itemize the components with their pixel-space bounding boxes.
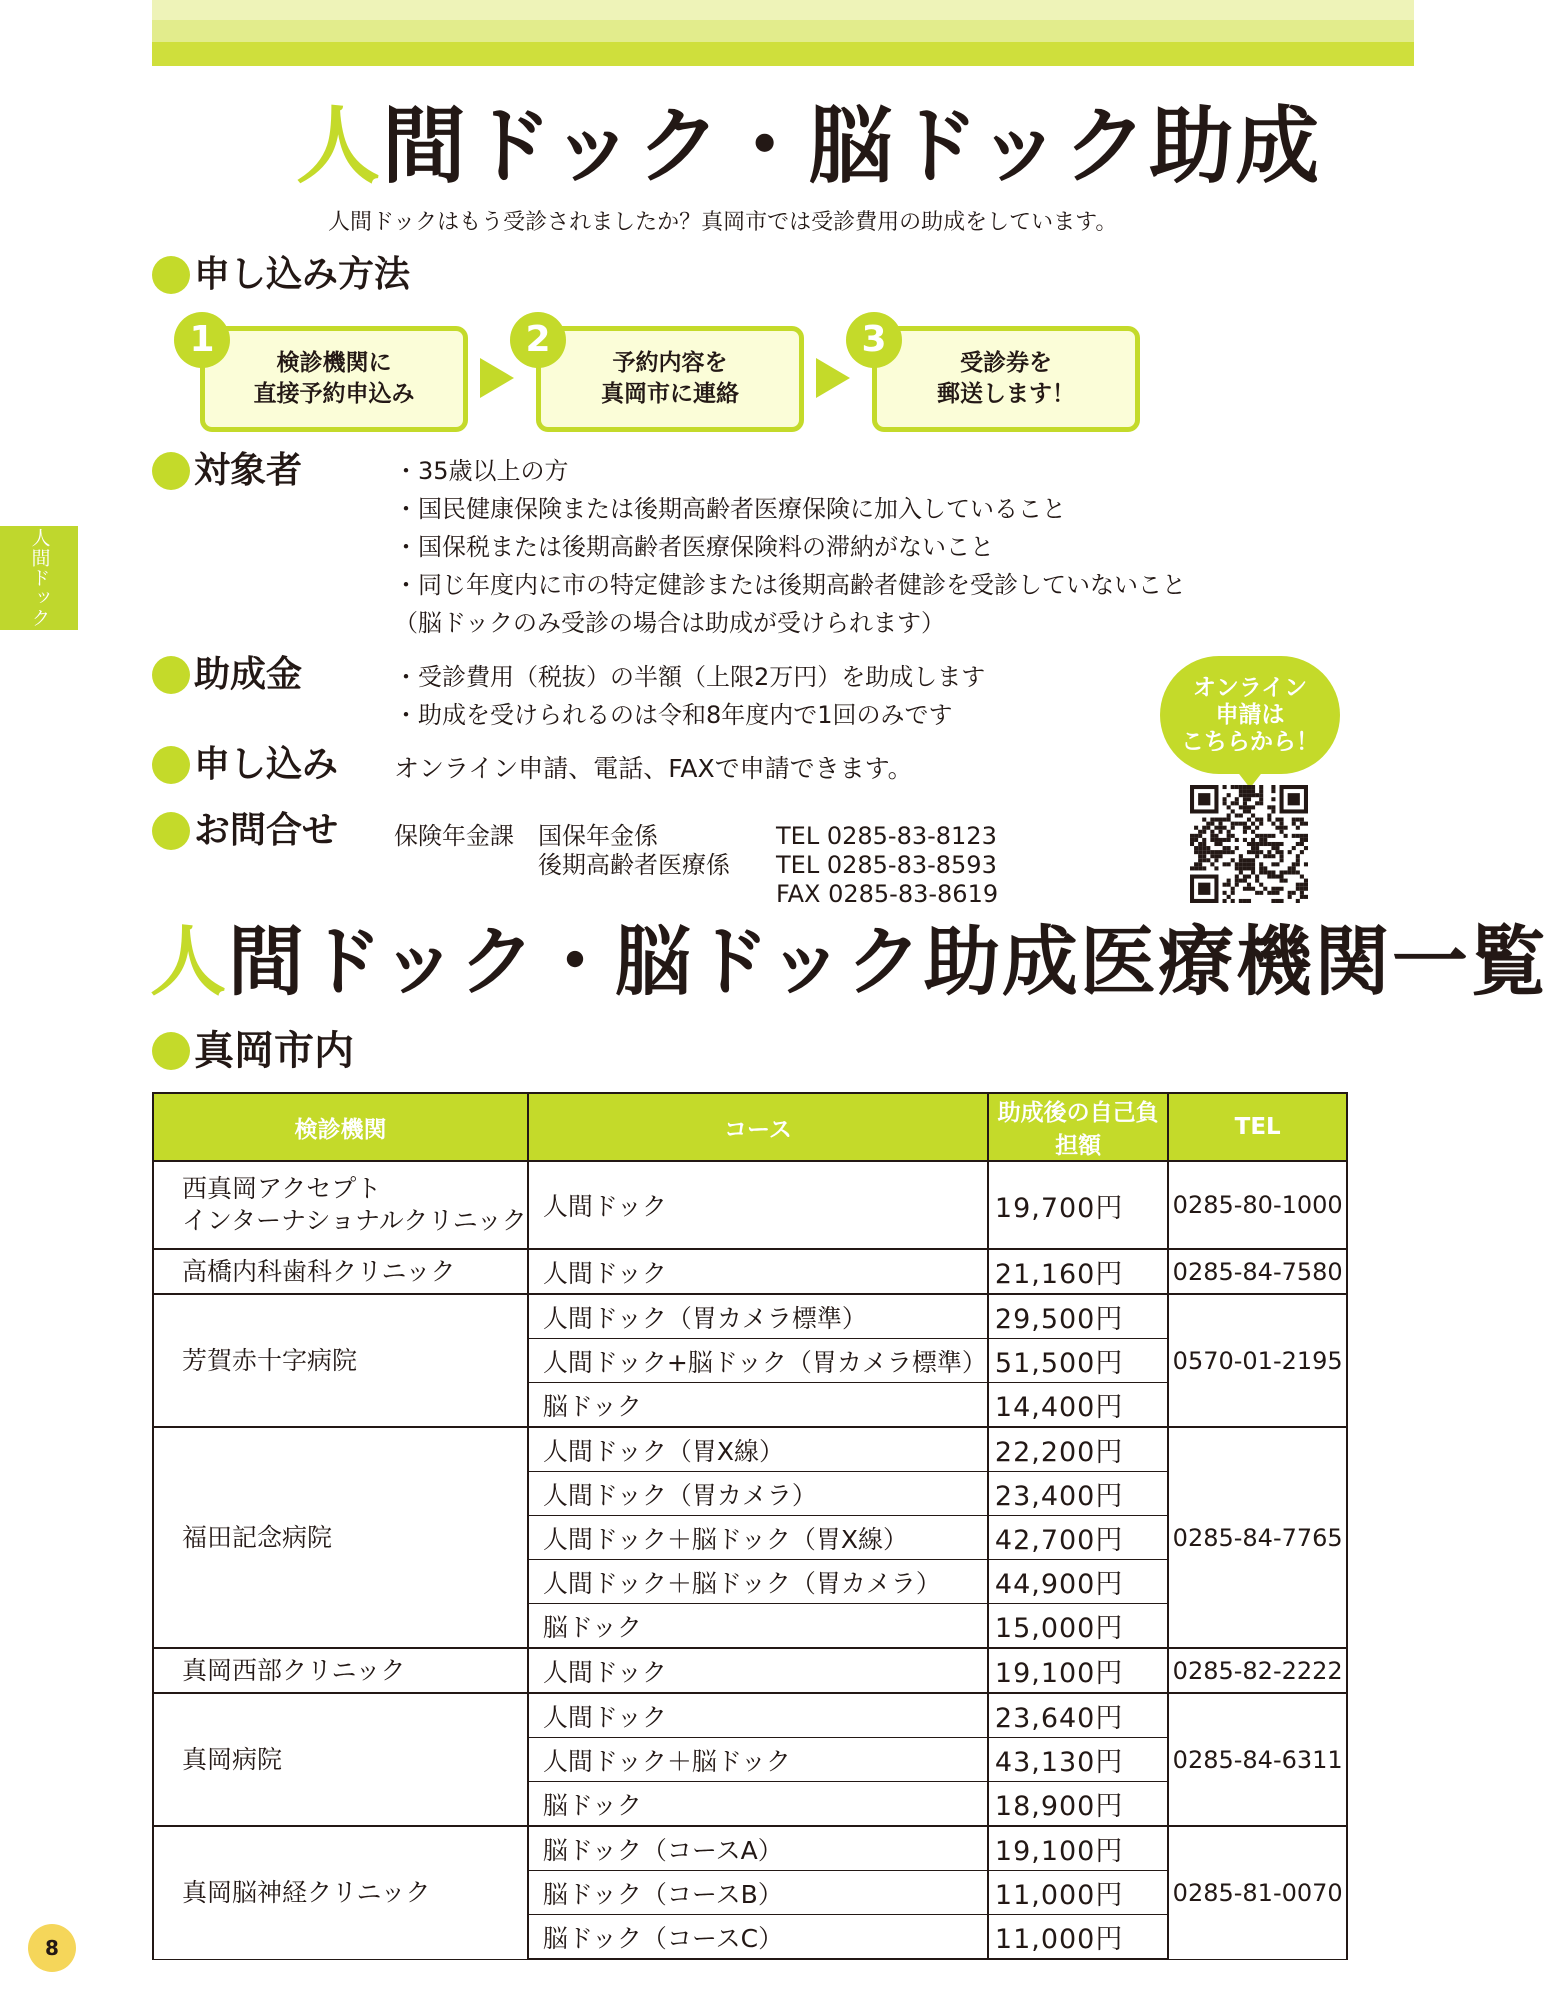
price-cell: 19,100円	[988, 1648, 1169, 1693]
table-row	[153, 1161, 1347, 1249]
title-rest: 間ドック・脳ドック助成医療機関一覧	[228, 917, 1548, 1006]
top-color-band	[152, 0, 1414, 66]
section-inquiry	[152, 808, 338, 854]
list-item: （脳ドックのみ受診の場合は助成が受けられます）	[394, 609, 946, 637]
institution-name: インターナショナルクリニック	[182, 1206, 527, 1235]
tel-cell[interactable]: 0285-84-6311	[1168, 1693, 1347, 1826]
section-bullet-icon	[152, 746, 190, 784]
price-cell: 44,900円	[988, 1560, 1169, 1604]
tel-cell[interactable]: 0285-80-1000	[1168, 1161, 1347, 1249]
course-cell: 人間ドック	[528, 1693, 988, 1738]
section-subsidy	[152, 652, 302, 698]
page-number: 8	[28, 1924, 76, 1972]
column-header: 助成後の自己負担額	[988, 1093, 1169, 1161]
price-cell: 23,400円	[988, 1472, 1169, 1516]
section-heading: 申し込み方法	[194, 254, 411, 295]
institution-name: 福田記念病院	[182, 1522, 333, 1552]
section-heading: 対象者	[194, 450, 303, 491]
title-accent-char: 人	[150, 917, 228, 1006]
institution-name: 西真岡アクセプト	[182, 1174, 382, 1203]
bubble-text: こちらから！	[1181, 728, 1319, 755]
price-cell: 22,200円	[988, 1427, 1169, 1472]
course-cell: 人間ドック＋脳ドック（胃X線）	[528, 1516, 988, 1560]
section-target	[152, 448, 302, 494]
step-number-badge: 1	[174, 312, 230, 368]
price-cell: 15,000円	[988, 1604, 1169, 1649]
section-apply	[152, 742, 338, 788]
table-row	[153, 1648, 1347, 1693]
step-2-box	[536, 326, 804, 432]
bubble-text: オンライン	[1192, 674, 1308, 701]
column-header: コース	[528, 1093, 988, 1161]
institution-cell	[153, 1648, 528, 1693]
step-text: 受診券を	[960, 350, 1052, 376]
section-heading: お問合せ	[194, 810, 339, 851]
step-1-box	[200, 326, 468, 432]
section-bullet-icon	[152, 1032, 190, 1070]
target-list	[394, 452, 1186, 642]
course-cell: 脳ドック	[528, 1383, 988, 1428]
section-heading: 申し込み	[194, 744, 339, 785]
price-cell: 19,700円	[988, 1161, 1169, 1249]
section-bullet-icon	[152, 452, 190, 490]
section-apply-method	[152, 252, 410, 298]
price-cell: 18,900円	[988, 1782, 1169, 1827]
course-cell: 人間ドック（胃X線）	[528, 1427, 988, 1472]
section-bullet-icon	[152, 256, 190, 294]
list-item: ・助成を受けられるのは令和8年度内で1回のみです	[394, 701, 953, 729]
price-cell: 21,160円	[988, 1249, 1169, 1294]
title-rest: 間ドック・脳ドック助成	[382, 97, 1322, 195]
course-cell: 脳ドック	[528, 1782, 988, 1827]
price-cell: 42,700円	[988, 1516, 1169, 1560]
course-cell: 人間ドック+脳ドック（胃カメラ標準）	[528, 1339, 988, 1383]
price-cell: 19,100円	[988, 1826, 1169, 1871]
section-heading: 助成金	[194, 654, 303, 695]
subsidy-list	[394, 658, 985, 734]
table-body	[153, 1161, 1347, 1959]
list-item: ・35歳以上の方	[394, 457, 569, 485]
page-title	[296, 92, 1321, 200]
table-row	[153, 1427, 1347, 1472]
price-cell: 11,000円	[988, 1915, 1169, 1960]
inquiry-dept: 保険年金課	[394, 822, 514, 850]
step-text: 郵送します！	[937, 381, 1075, 407]
list-item: ・受診費用（税抜）の半額（上限2万円）を助成します	[394, 663, 986, 691]
price-cell: 43,130円	[988, 1738, 1169, 1782]
step-text: 予約内容を	[612, 350, 728, 376]
arrow-right-icon	[816, 358, 850, 398]
list-item: ・国保税または後期高齢者医療保険料の滞納がないこと	[394, 533, 994, 561]
inquiry-section: 後期高齢者医療係	[538, 851, 730, 879]
institution-name: 真岡西部クリニック	[182, 1655, 406, 1685]
course-cell: 脳ドック（コースB）	[528, 1871, 988, 1915]
step-number-badge: 2	[510, 312, 566, 368]
institution-name: 真岡病院	[182, 1744, 283, 1774]
inquiry-tel[interactable]: TEL 0285-83-8123	[776, 822, 997, 850]
course-cell: 人間ドック＋脳ドック（胃カメラ）	[528, 1560, 988, 1604]
tel-cell[interactable]: 0285-81-0070	[1168, 1826, 1347, 1959]
table-row	[153, 1294, 1347, 1339]
list-item: ・国民健康保険または後期高齢者医療保険に加入していること	[394, 495, 1066, 523]
tel-cell[interactable]: 0285-84-7580	[1168, 1249, 1347, 1294]
intro-text: 人間ドックはもう受診されましたか？真岡市では受診費用の助成をしています。	[328, 210, 1118, 235]
inquiry-section: 国保年金係	[538, 822, 658, 850]
tel-cell[interactable]: 0285-84-7765	[1168, 1427, 1347, 1648]
tel-cell[interactable]: 0285-82-2222	[1168, 1648, 1347, 1693]
course-cell: 脳ドック（コースC）	[528, 1915, 988, 1960]
column-header: TEL	[1168, 1093, 1347, 1161]
table-header-row	[153, 1093, 1347, 1161]
table-row	[153, 1249, 1347, 1294]
institution-cell	[153, 1294, 528, 1427]
price-cell: 29,500円	[988, 1294, 1169, 1339]
inquiry-fax: FAX 0285-83-8619	[776, 880, 999, 908]
price-cell: 14,400円	[988, 1383, 1169, 1428]
arrow-right-icon	[480, 358, 514, 398]
online-apply-bubble	[1160, 656, 1340, 774]
tel-cell[interactable]: 0570-01-2195	[1168, 1294, 1347, 1427]
course-cell: 人間ドック	[528, 1249, 988, 1294]
institution-name: 芳賀赤十字病院	[182, 1345, 358, 1375]
institution-name: 真岡脳神経クリニック	[182, 1877, 431, 1907]
price-cell: 51,500円	[988, 1339, 1169, 1383]
course-cell: 人間ドック（胃カメラ）	[528, 1472, 988, 1516]
course-cell: 人間ドック（胃カメラ標準）	[528, 1294, 988, 1339]
title-accent-char: 人	[296, 97, 383, 195]
side-index-tab: 人間ドック	[0, 526, 78, 630]
inquiry-tel[interactable]: TEL 0285-83-8593	[776, 851, 997, 879]
institution-cell	[153, 1427, 528, 1648]
course-cell: 脳ドック（コースA）	[528, 1826, 988, 1871]
price-cell: 23,640円	[988, 1693, 1169, 1738]
course-cell: 脳ドック	[528, 1604, 988, 1649]
subsection-moka	[152, 1028, 354, 1074]
course-cell: 人間ドック	[528, 1648, 988, 1693]
institution-cell	[153, 1693, 528, 1826]
section-bullet-icon	[152, 812, 190, 850]
apply-text: オンライン申請、電話、FAXで申請できます。	[394, 754, 913, 783]
list-item: ・同じ年度内に市の特定健診または後期高齢者健診を受診していないこと	[394, 571, 1186, 599]
table-row	[153, 1826, 1347, 1871]
qr-code-icon[interactable]	[1190, 785, 1308, 903]
step-text: 真岡市に連絡	[601, 381, 739, 407]
bubble-text: 申請は	[1215, 701, 1285, 728]
course-cell: 人間ドック＋脳ドック	[528, 1738, 988, 1782]
institution-name: 高橋内科歯科クリニック	[182, 1256, 456, 1286]
course-cell: 人間ドック	[528, 1161, 988, 1249]
clinic-table	[152, 1092, 1348, 1960]
price-cell: 11,000円	[988, 1871, 1169, 1915]
step-text: 直接予約申込み	[253, 381, 415, 407]
list-title	[150, 912, 1548, 1012]
column-header: 検診機関	[153, 1093, 528, 1161]
section-bullet-icon	[152, 656, 190, 694]
table-row	[153, 1693, 1347, 1738]
subsection-heading: 真岡市内	[194, 1028, 354, 1074]
step-number-badge: 3	[846, 312, 902, 368]
institution-cell	[153, 1826, 528, 1959]
step-text: 検診機関に	[276, 350, 392, 376]
institution-cell	[153, 1161, 528, 1249]
institution-cell	[153, 1249, 528, 1294]
step-3-box	[872, 326, 1140, 432]
